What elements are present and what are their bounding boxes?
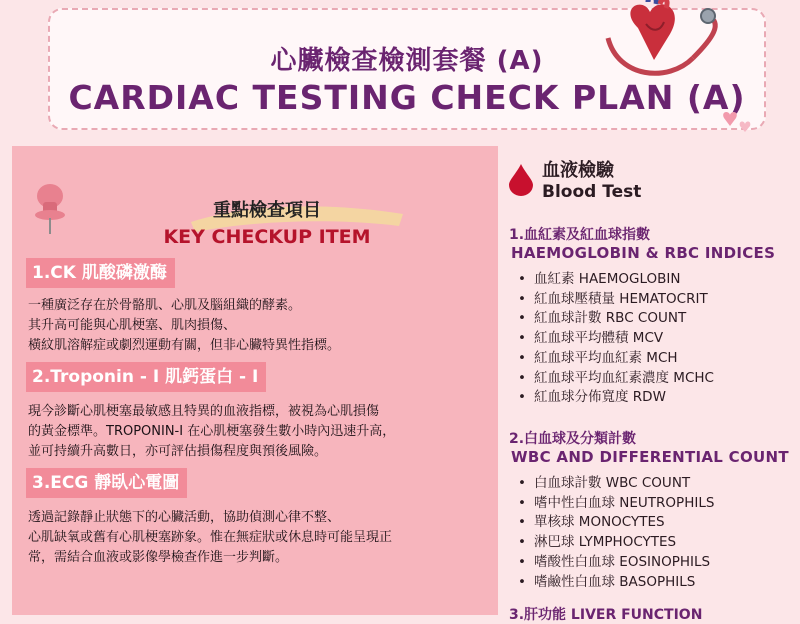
ecg-line: 透過記錄靜止狀態下的心臟活動，協助偵測心律不整、 [28, 510, 341, 525]
list-item: • 紅血球分佈寬度 RDW [518, 388, 714, 408]
key-checkup-heading [132, 192, 402, 254]
wbc-section-title-zh: 2.白血球及分類計數 [509, 431, 637, 447]
list-item: • 紅血球平均血紅素濃度 MCHC [518, 369, 714, 389]
heart-stethoscope-icon [598, 0, 728, 90]
list-item: • 單核球 MONOCYTES [518, 513, 714, 533]
plan-title-en: CARDIAC TESTING CHECK PLAN (A) [68, 78, 746, 117]
header-banner [48, 8, 766, 130]
key-checkup-title-en: KEY CHECKUP ITEM [163, 226, 371, 248]
list-item: • 紅血球平均血紅素 MCH [518, 349, 714, 369]
rbc-item-list [518, 270, 714, 408]
key-checkup-title-zh: 重點檢查項目 [213, 200, 321, 221]
list-item: • 嗜酸性白血球 EOSINOPHILS [518, 553, 714, 573]
ecg-line: 心肌缺氧或舊有心肌梗塞跡象。惟在無症狀或休息時可能呈現正 [28, 530, 393, 545]
ecg-item-description [28, 508, 498, 568]
ck-line: 其升高可能與心肌梗塞、肌肉損傷、 [28, 318, 237, 333]
ecg-item-label: 3.ECG 靜臥心電圖 [26, 468, 187, 498]
list-item: • 紅血球壓積量 HEMATOCRIT [518, 290, 714, 310]
rbc-section-title-zh: 1.血紅素及紅血球指數 [509, 227, 651, 243]
push-pin-icon [30, 182, 70, 234]
list-item: • 血紅素 HAEMOGLOBIN [518, 270, 714, 290]
list-item: • 白血球計數 WBC COUNT [518, 474, 714, 494]
ck-item-description [28, 296, 498, 356]
ck-line: 橫紋肌溶解症或劇烈運動有關，但非心臟特異性指標。 [28, 338, 341, 353]
ck-item-label: 1.CK 肌酸磷激酶 [26, 258, 175, 288]
rbc-section-title-en: HAEMOGLOBIN & RBC INDICES [511, 244, 776, 262]
troponin-line: 現今診斷心肌梗塞最敏感且特異的血液指標，被視為心肌損傷 [28, 404, 380, 419]
ecg-line: 常，需結合血液或影像學檢查作進一步判斷。 [28, 550, 289, 565]
key-checkup-panel [12, 146, 498, 615]
list-item: • 嗜中性白血球 NEUTROPHILS [518, 494, 714, 514]
blood-test-title-en: Blood Test [542, 182, 642, 202]
list-item: • 紅血球計數 RBC COUNT [518, 309, 714, 329]
list-item: • 嗜鹼性白血球 BASOPHILS [518, 573, 714, 593]
wbc-item-list [518, 474, 714, 592]
ck-line: 一種廣泛存在於骨骼肌、心肌及腦組織的酵素。 [28, 298, 302, 313]
blood-test-title-zh: 血液檢驗 [542, 160, 614, 181]
wbc-section-title-en: WBC AND DIFFERENTIAL COUNT [511, 448, 789, 466]
blood-drop-icon [506, 162, 536, 196]
plan-title-zh: 心臟檢查檢測套餐 (A) [270, 46, 544, 76]
list-item: • 紅血球平均體積 MCV [518, 329, 714, 349]
list-item: • 淋巴球 LYMPHOCYTES [518, 533, 714, 553]
troponin-line: 並可持續升高數日，亦可評估損傷程度與預後風險。 [28, 444, 328, 459]
troponin-line: 的黃金標準。TROPONIN-I 在心肌梗塞發生數小時內迅速升高， [28, 424, 396, 439]
liver-section-title-partial: 3.肝功能 LIVER FUNCTION [509, 607, 703, 623]
pink-hearts-icon [716, 106, 756, 136]
troponin-item-label: 2.Troponin - I 肌鈣蛋白 - I [26, 362, 266, 392]
troponin-item-description [28, 402, 498, 462]
